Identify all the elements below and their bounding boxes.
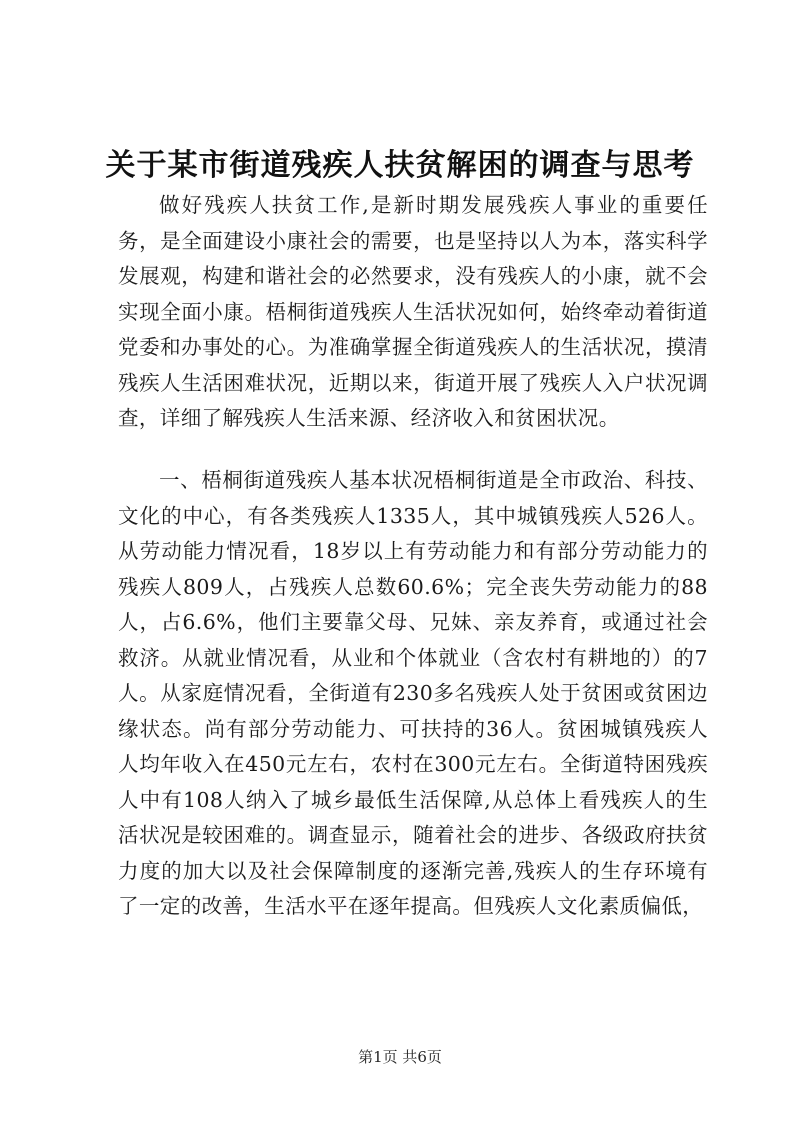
paragraph-section-one: 一、梧桐街道残疾人基本状况梧桐街道是全市政治、科技、文化的中心，有各类残疾人1335人，其中城镇残疾人526人。从劳动能力情况看，18岁以上有劳动能力和有部分劳动能力的残疾人809人，占残疾人总数60.6%；完全丧失劳动能力的88人，占6.6%，他们主要靠父母、兄妹、亲友养育，或通过社会救济。从就业情况看，从业和个体就业（含农村有耕地的）的7人。从家庭情况看，全街道有230多名残疾人处于贫困或贫困边缘状态。尚有部分劳动能力、可扶持的36人。贫困城镇残疾人人均年收入在450元左右，农村在300元左右。全街道特困残疾人中有108人纳入了城乡最低生活保障,从总体上看残疾人的生活状况是较困难的。调查显示，随着社会的进步、各级政府扶贫力度的加大以及社会保障制度的逐渐完善,残疾人的生存环境有了一定的改善，生活水平在逐年提高。但残疾人文化素质偏低， bbox=[118, 468, 708, 918]
page-footer: 第1页 共6页 bbox=[358, 1048, 442, 1066]
document-title: 关于某市街道残疾人扶贫解困的调查与思考 bbox=[105, 148, 695, 183]
paragraph-intro: 做好残疾人扶贫工作,是新时期发展残疾人事业的重要任务，是全面建设小康社会的需要，也是坚持以人为本，落实科学发展观，构建和谐社会的必然要求，没有残疾人的小康，就不会实现全面小康。梧桐街道残疾人生活状况如何，始终牵动着街道党委和办事处的心。为准确掌握全街道残疾人的生活状况，摸清残疾人生活困难状况，近期以来，街道开展了残疾人入户状况调查，详细了解残疾人生活来源、经济收入和贫困状况。 bbox=[118, 193, 708, 430]
